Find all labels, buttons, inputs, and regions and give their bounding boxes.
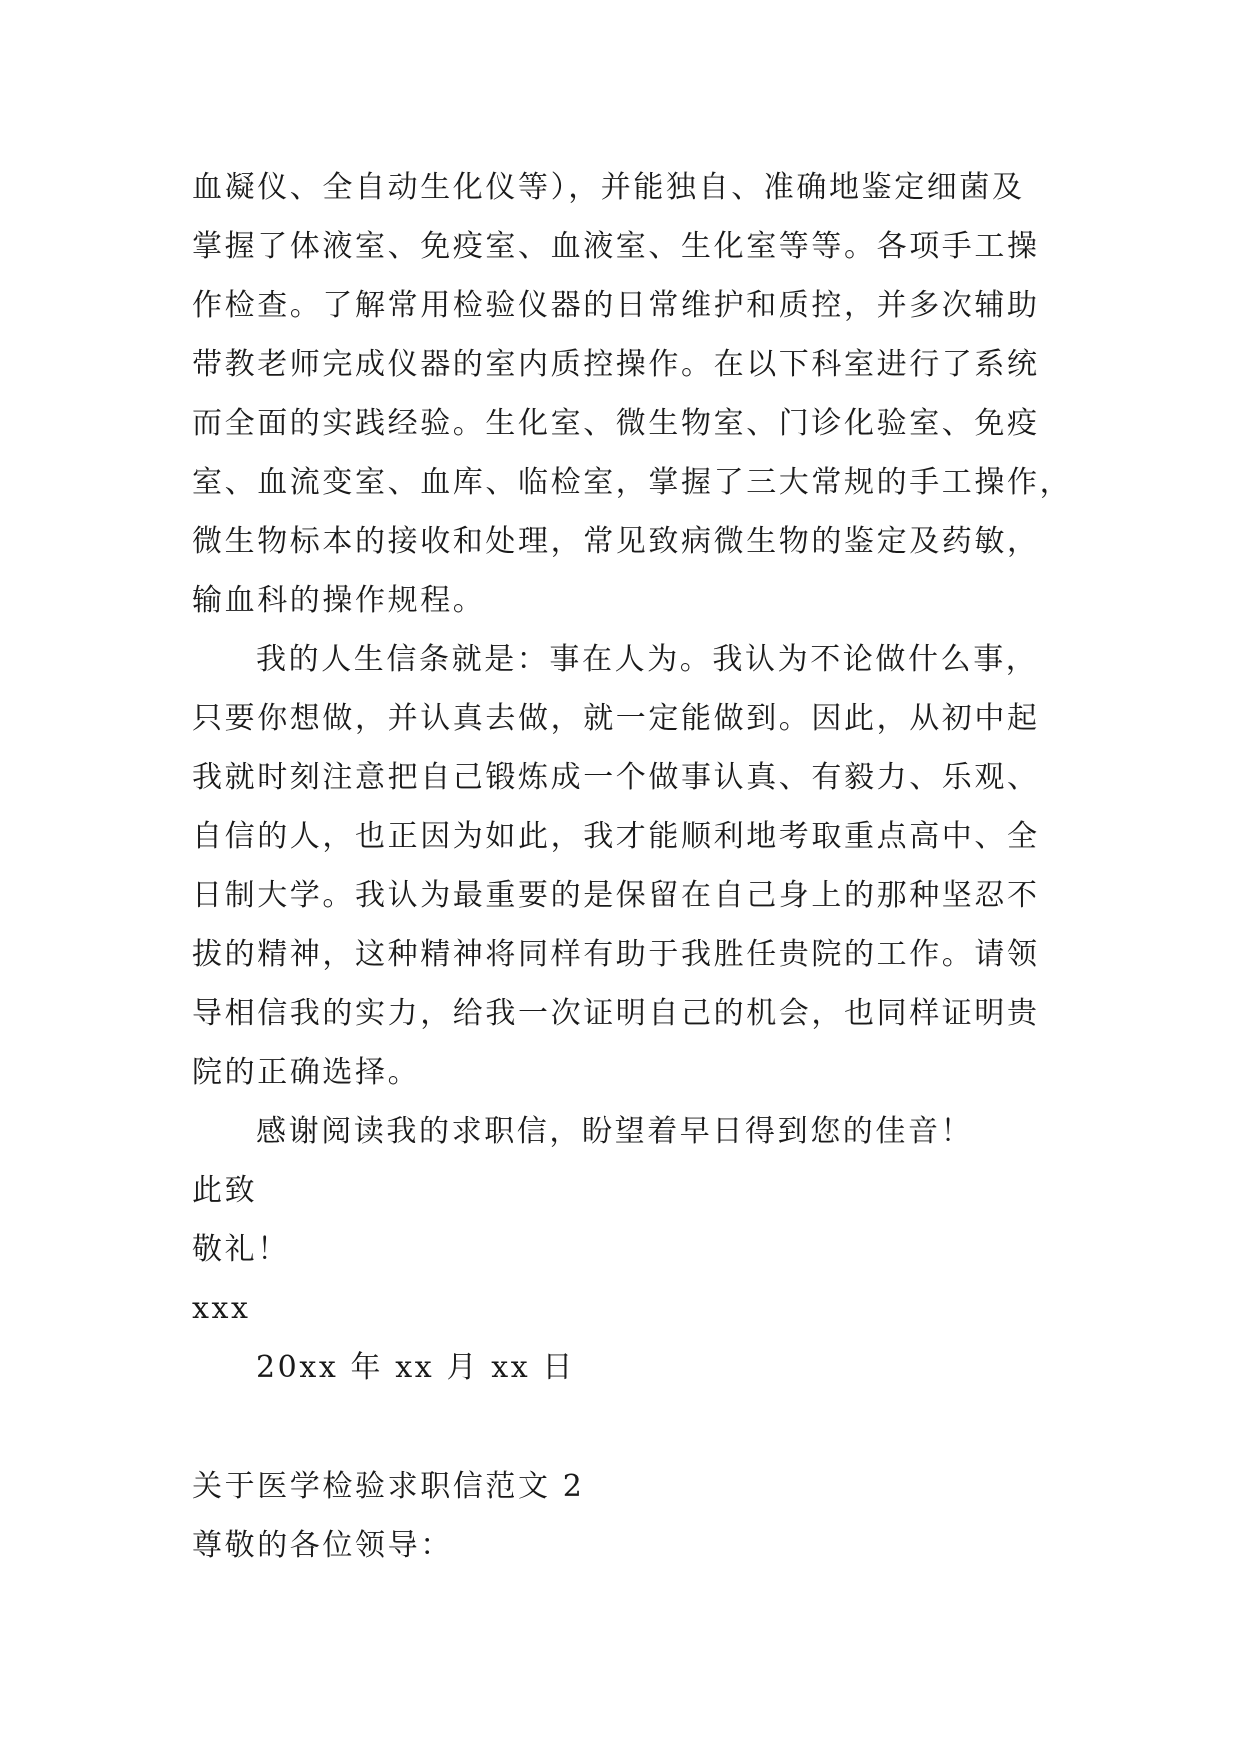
paragraph-line: 带教老师完成仪器的室内质控操作。在以下科室进行了系统 [192,347,1040,382]
paragraph-line: 拔的精神，这种精神将同样有助于我胜任贵院的工作。请领 [192,937,1040,972]
salutation: 尊敬的各位领导： [192,1528,453,1563]
paragraph-line: 院的正确选择。 [192,1055,421,1090]
paragraph-line: 我就时刻注意把自己锻炼成一个做事认真、有毅力、乐观、 [192,760,1040,795]
date-line: 20xx 年 xx 月 xx 日 [256,1350,575,1385]
paragraph-1 [192,158,1072,630]
paragraph-line: 而全面的实践经验。生化室、微生物室、门诊化验室、免疫 [192,406,1040,441]
closing-line-2: 敬礼！ [192,1232,290,1267]
blank-line [192,1397,1072,1457]
paragraph-line: 只要你想做，并认真去做，就一定能做到。因此，从初中起 [192,701,1040,736]
signature: xxx [192,1291,251,1326]
paragraph-2 [192,630,1072,1102]
paragraph-line: 自信的人，也正因为如此，我才能顺利地考取重点高中、全 [192,819,1040,854]
section-title: 关于医学检验求职信范文 2 [192,1469,585,1504]
letter-body [192,158,1072,1575]
paragraph-line: 掌握了体液室、免疫室、血液室、生化室等等。各项手工操 [192,229,1040,264]
paragraph-line: 日制大学。我认为最重要的是保留在自己身上的那种坚忍不 [192,878,1040,913]
paragraph-line: 室、血流变室、血库、临检室，掌握了三大常规的手工操作， [192,465,1073,500]
paragraph-line: 输血科的操作规程。 [192,583,486,618]
closing-line-1: 此致 [192,1173,258,1208]
paragraph-line: 血凝仪、全自动生化仪等），并能独自、准确地鉴定细菌及 [192,170,1025,205]
paragraph-line: 作检查。了解常用检验仪器的日常维护和质控，并多次辅助 [192,288,1040,323]
paragraph-line: 导相信我的实力，给我一次证明自己的机会，也同样证明贵 [192,996,1040,1031]
thanks-line: 感谢阅读我的求职信，盼望着早日得到您的佳音！ [256,1114,974,1149]
paragraph-line: 微生物标本的接收和处理，常见致病微生物的鉴定及药敏， [192,524,1040,559]
paragraph-line: 我的人生信条就是：事在人为。我认为不论做什么事， [256,642,1039,677]
